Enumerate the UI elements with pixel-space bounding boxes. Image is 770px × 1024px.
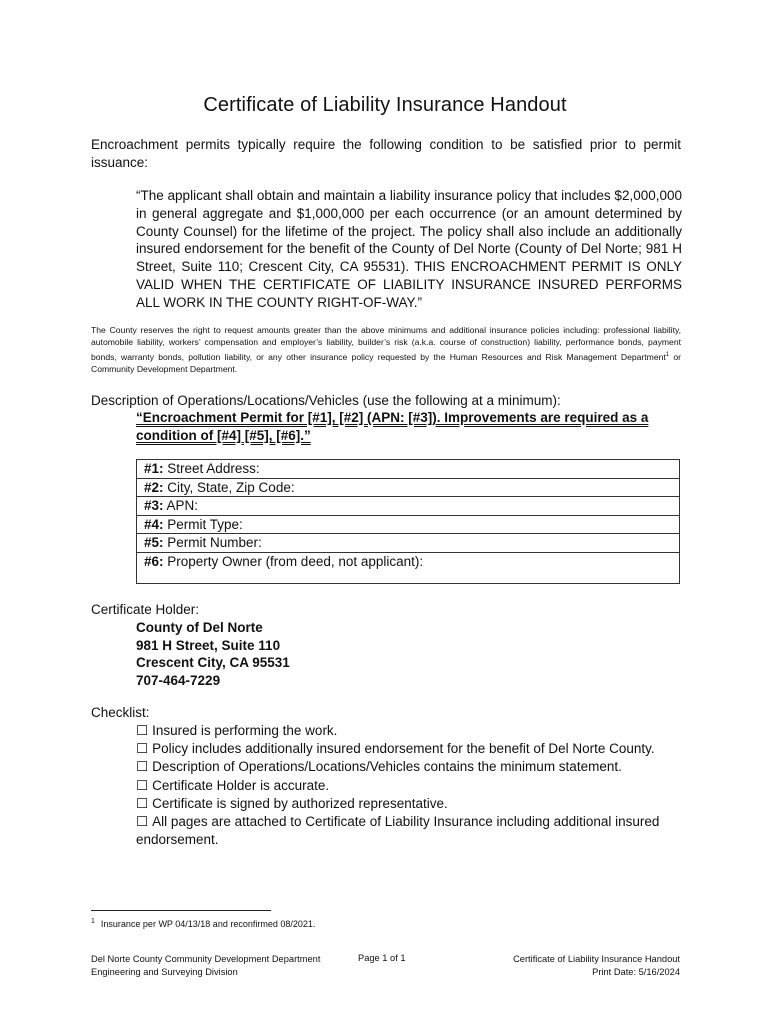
- page-title: Certificate of Liability Insurance Handout: [203, 94, 567, 116]
- field-label: APN:: [166, 498, 199, 514]
- field-property-owner: [137, 553, 679, 571]
- project-fields-table: [136, 459, 680, 584]
- checklist-item-text: Certificate Holder is accurate.: [152, 777, 330, 793]
- description-statement: “Encroachment Permit for [#1], [#2] (APN: [#3]). Improvements are required as a condition of [#4] [#5], [#6].”: [136, 410, 649, 443]
- footer-print-date: Print Date: 5/16/2024: [592, 967, 680, 978]
- checklist-item: [136, 813, 682, 849]
- holder-phone: 707-464-7229: [136, 672, 221, 688]
- checklist-label: Checklist:: [91, 705, 150, 720]
- footer-line: Del Norte County Community Development Department: [91, 954, 321, 964]
- checklist-item: [136, 740, 682, 758]
- field-label: Property Owner (from deed, not applicant):: [167, 553, 424, 569]
- field-street-address: [137, 460, 679, 479]
- checkbox-icon[interactable]: ☐: [136, 759, 149, 775]
- checkbox-icon[interactable]: ☐: [136, 777, 149, 793]
- footnote-divider: [91, 910, 271, 911]
- field-key: #2:: [144, 479, 164, 495]
- footnote-number: 1: [91, 918, 95, 925]
- field-permit-number: [137, 534, 679, 553]
- reserves-text-end: or Community Development Department.: [91, 351, 682, 374]
- field-permit-type: [137, 516, 679, 535]
- checklist-item: [136, 777, 682, 795]
- intro-paragraph: Encroachment permits typically require the following condition to be satisfied prior to permit issuance:: [91, 137, 681, 170]
- certificate-holder-address: [136, 619, 290, 689]
- field-key: #4:: [144, 516, 164, 532]
- field-city-state-zip: [137, 479, 679, 498]
- footer-line: Engineering and Surveying Division: [91, 967, 238, 978]
- holder-line: Crescent City, CA 95531: [136, 655, 290, 671]
- checklist-item-text: Insured is performing the work.: [152, 723, 338, 738]
- holder-line: 981 H Street, Suite 110: [136, 637, 281, 653]
- checklist-item: [136, 795, 682, 813]
- field-label: Permit Number:: [167, 535, 262, 551]
- field-apn: [137, 497, 679, 516]
- checklist: [136, 722, 682, 849]
- footer-department: [91, 953, 320, 980]
- field-key: #5:: [144, 535, 164, 551]
- field-key: #6:: [144, 553, 164, 569]
- checkbox-icon[interactable]: ☐: [136, 814, 149, 830]
- description-label: Description of Operations/Locations/Vehicles (use the following at a minimum):: [91, 393, 561, 408]
- holder-line: County of Del Norte: [136, 620, 263, 635]
- checklist-item: [136, 758, 682, 776]
- checkbox-icon[interactable]: ☐: [136, 795, 149, 811]
- footnote-ref: 1: [665, 351, 670, 358]
- checklist-item-text: Certificate is signed by authorized representative.: [152, 795, 448, 811]
- field-label: Permit Type:: [167, 516, 243, 532]
- field-key: #1:: [144, 461, 164, 476]
- footer-document-info: [513, 953, 680, 980]
- footer-line: Certificate of Liability Insurance Handout: [513, 954, 680, 964]
- checklist-item-text: Description of Operations/Locations/Vehicles contains the minimum statement.: [152, 759, 622, 775]
- condition-quote: “The applicant shall obtain and maintain a liability insurance policy that includes $2,000,000 in general aggregate and $1,000,000 per each occurrence (or an amount determined by County Counsel) for the lifetime of the project. The policy shall also include an additionally insured endorsement for the benefit of the County of Del Norte (County of Del Norte; 981 H Street, Suite 110; Crescent City, CA 95531). THIS ENCROACHMENT PERMIT IS ONLY VALID WHEN THE CERTIFICATE OF LIABILITY INSURANCE INSURED PERFORMS ALL WORK IN THE COUNTY RIGHT-OF-WAY.”: [136, 188, 682, 310]
- checklist-item: [136, 722, 682, 740]
- reserves-text: The County reserves the right to request amounts greater than the above minimums and additional insurance policies including: professional liability, automobile liability, workers’ compensation and employer’s liability, builder’s risk (a.k.a. course of construction) liability, performance bonds, payment bonds, warranty bonds, pollution liability, or any other insurance policy requested by the Human Resources and Risk Management Department: [91, 325, 681, 362]
- field-label: Street Address:: [167, 461, 260, 476]
- field-key: #3:: [144, 498, 164, 514]
- footnote-text: Insurance per WP 04/13/18 and reconfirmed 08/2021.: [100, 919, 316, 929]
- checklist-item-text: All pages are attached to Certificate of Liability Insurance including additional insured endorsement.: [136, 814, 660, 848]
- reserves-paragraph: [91, 324, 681, 375]
- checkbox-icon[interactable]: ☐: [136, 741, 149, 757]
- certificate-holder-label: Certificate Holder:: [91, 602, 200, 617]
- footer-page-number: Page 1 of 1: [358, 953, 406, 963]
- field-label: City, State, Zip Code:: [167, 479, 295, 495]
- checkbox-icon[interactable]: ☐: [136, 723, 149, 738]
- footnote: [91, 918, 315, 929]
- checklist-item-text: Policy includes additionally insured endorsement for the benefit of Del Norte County.: [152, 741, 655, 757]
